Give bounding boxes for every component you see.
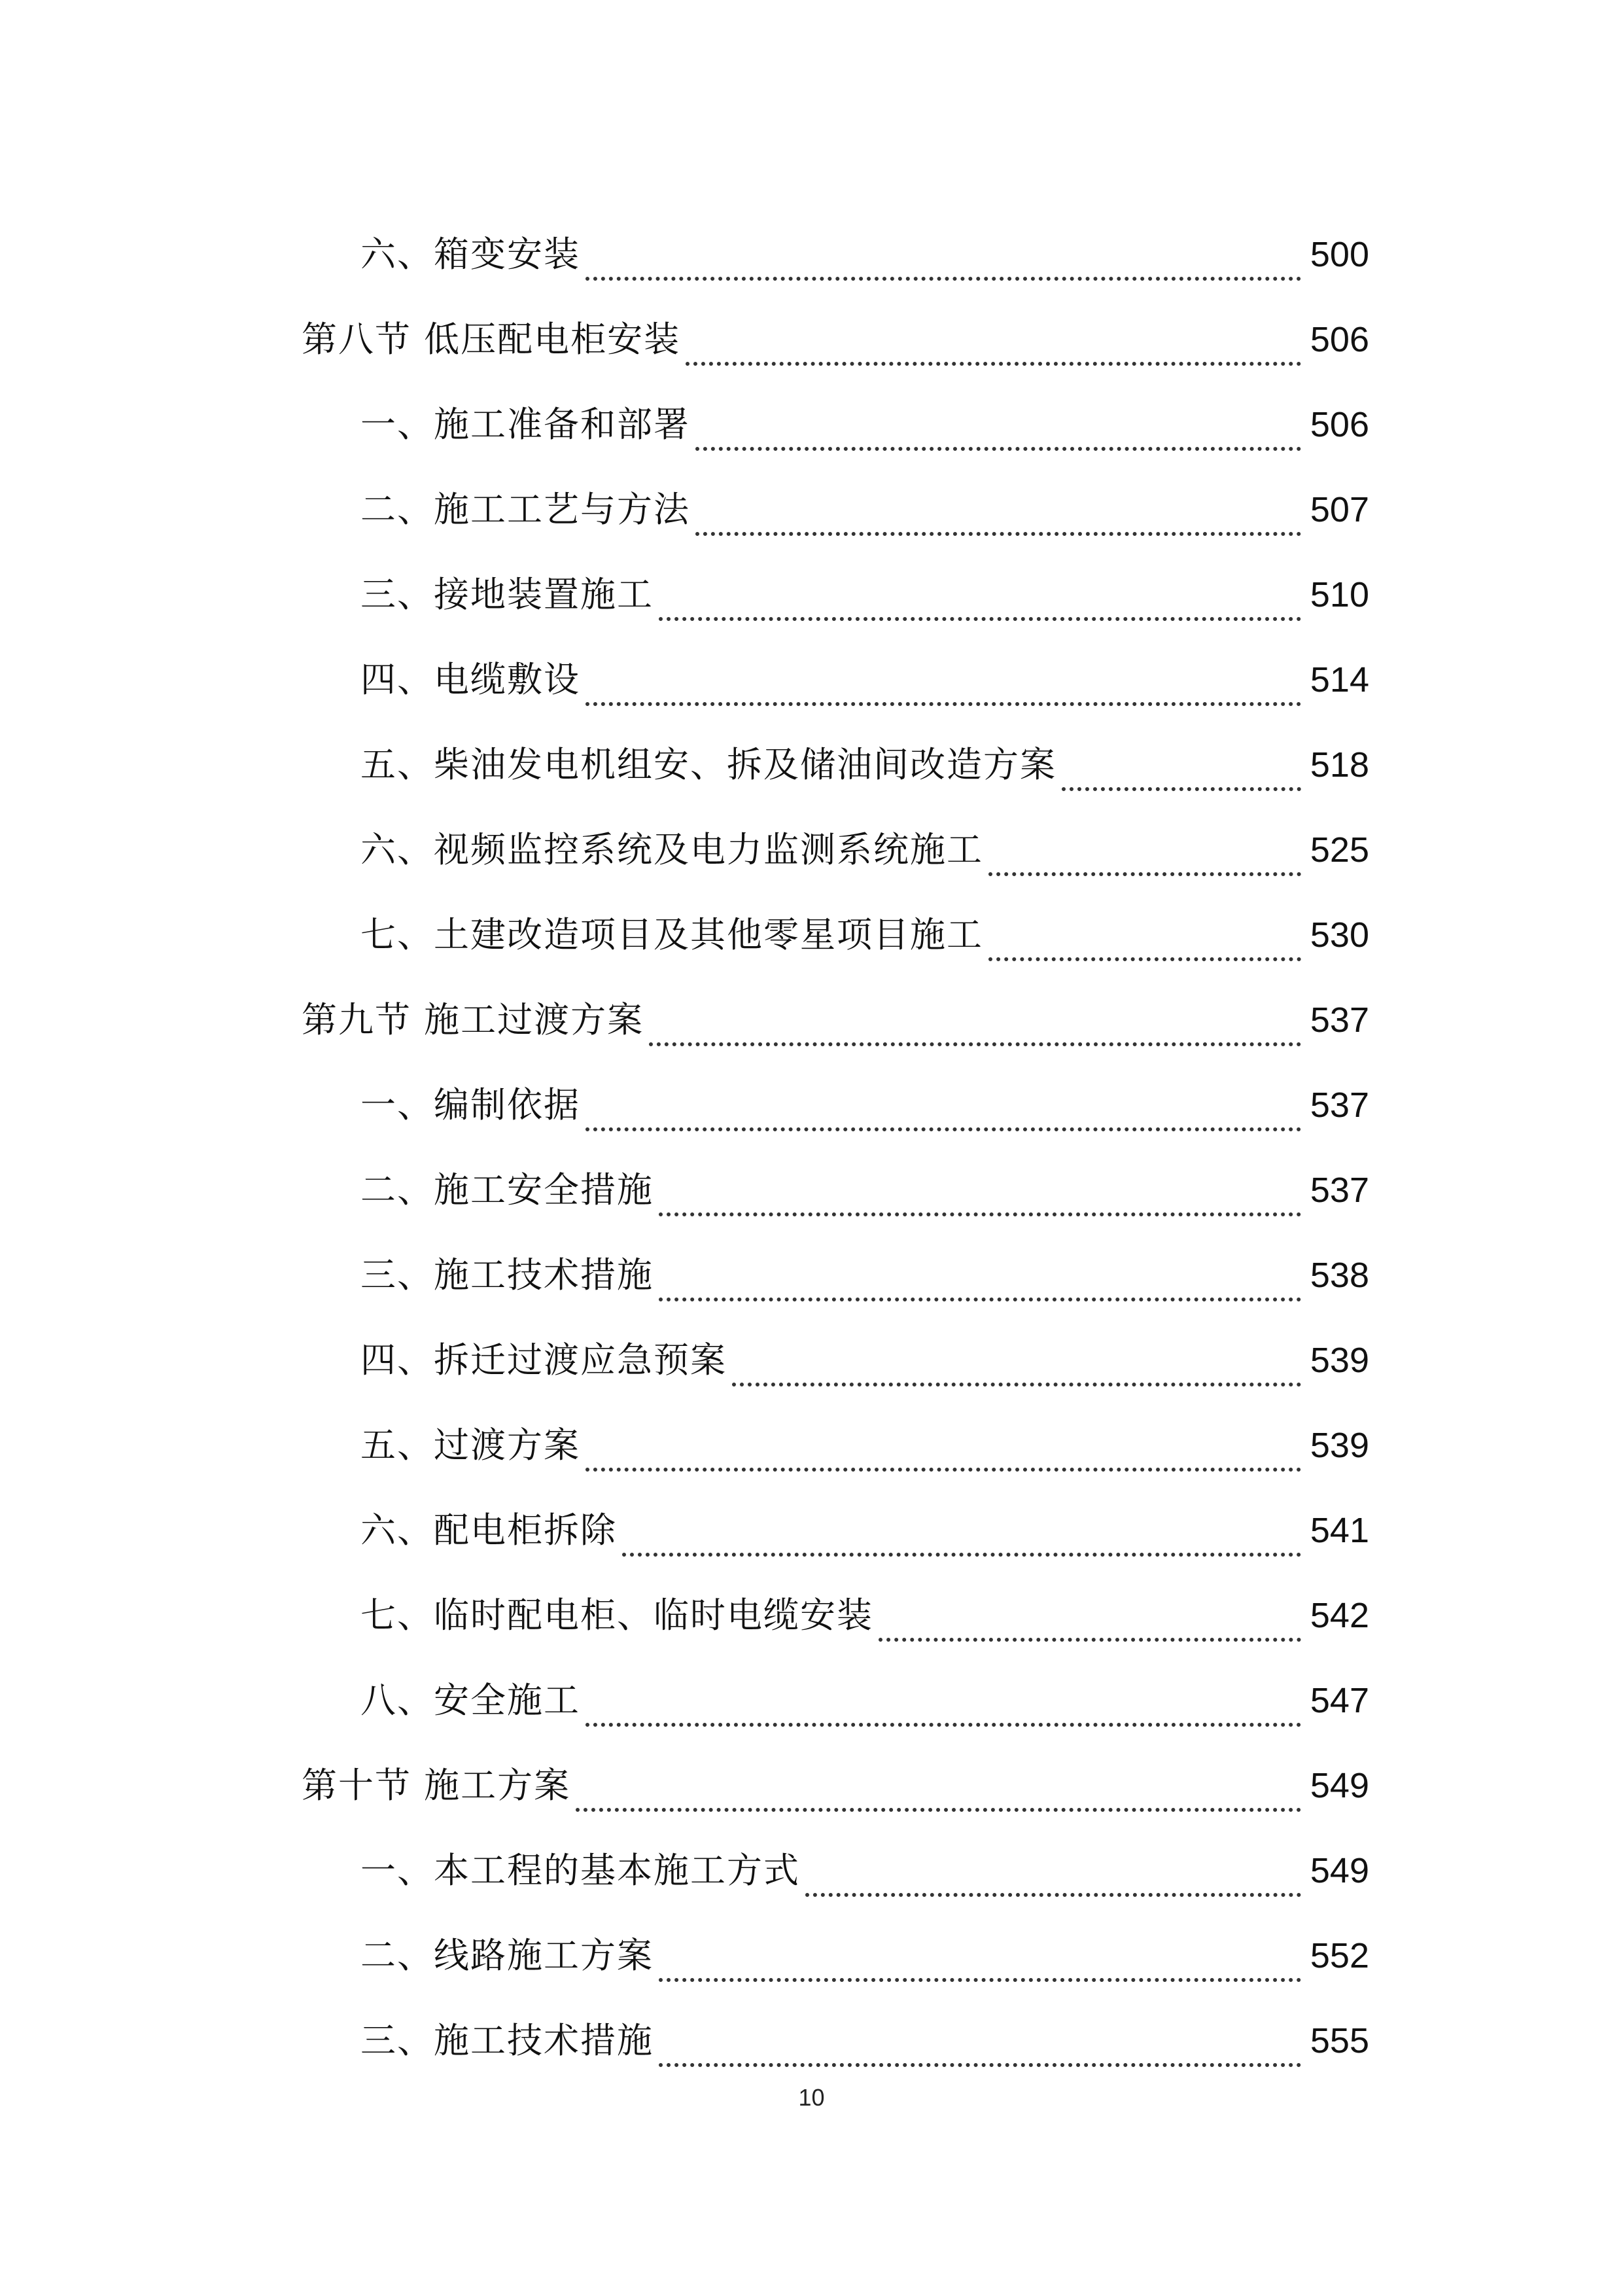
toc-dot-leader	[805, 1858, 1301, 1897]
toc-subsection-entry[interactable]	[302, 1063, 1369, 1148]
toc-subsection-entry[interactable]	[302, 722, 1369, 807]
toc-subsection-entry[interactable]	[302, 1318, 1369, 1403]
toc-entry-label: 三、施工技术措施	[360, 2020, 654, 2061]
toc-dot-leader	[576, 1773, 1301, 1812]
toc-subsection-entry[interactable]	[302, 1658, 1369, 1743]
toc-entry-label: 二、施工工艺与方法	[360, 489, 690, 530]
toc-entry-label: 六、箱变安装	[360, 234, 580, 275]
toc-subsection-entry[interactable]	[302, 552, 1369, 637]
toc-dot-leader	[659, 2028, 1301, 2067]
toc-entry-page-number: 542	[1310, 1596, 1369, 1635]
toc-entry-label: 七、临时配电柜、临时电缆安装	[360, 1595, 873, 1636]
toc-entry-label: 二、线路施工方案	[360, 1935, 654, 1976]
toc-dot-leader	[585, 241, 1301, 281]
toc-section-entry[interactable]	[302, 297, 1369, 382]
toc-dot-leader	[585, 1092, 1301, 1131]
toc-dot-leader	[649, 1007, 1301, 1046]
toc-dot-leader	[659, 1943, 1301, 1982]
toc-dot-leader	[988, 922, 1301, 961]
page-number: 10	[798, 2084, 825, 2111]
toc-dot-leader	[732, 1347, 1301, 1386]
toc-dot-leader	[585, 1687, 1301, 1727]
toc-entry-page-number: 537	[1310, 1086, 1369, 1125]
toc-entry-page-number: 537	[1310, 1000, 1369, 1040]
toc-entry-page-number: 538	[1310, 1256, 1369, 1295]
toc-dot-leader	[659, 582, 1301, 621]
toc-entry-label: 一、编制依据	[360, 1084, 580, 1125]
toc-entry-label: 一、本工程的基本施工方式	[360, 1850, 800, 1891]
toc-dot-leader	[585, 667, 1301, 706]
toc-dot-leader	[695, 412, 1301, 451]
toc-entry-page-number: 514	[1310, 660, 1369, 699]
toc-subsection-entry[interactable]	[302, 382, 1369, 467]
toc-entry-page-number: 537	[1310, 1171, 1369, 1210]
toc-entry-label: 四、拆迁过渡应急预案	[360, 1339, 727, 1381]
toc-entry-label: 一、施工准备和部署	[360, 404, 690, 445]
toc-entry-label: 三、接地装置施工	[360, 574, 654, 615]
toc-dot-leader	[659, 1177, 1301, 1216]
toc-subsection-entry[interactable]	[302, 1488, 1369, 1573]
toc-subsection-entry[interactable]	[302, 1403, 1369, 1488]
toc-subsection-entry[interactable]	[302, 212, 1369, 297]
toc-entry-page-number: 525	[1310, 830, 1369, 870]
toc-entry-page-number: 549	[1310, 1851, 1369, 1890]
toc-dot-leader	[988, 837, 1301, 876]
toc-entry-page-number: 500	[1310, 235, 1369, 274]
toc-entry-page-number: 507	[1310, 490, 1369, 529]
toc-entry-page-number: 530	[1310, 915, 1369, 955]
toc-entry-label: 第九节 施工过渡方案	[302, 999, 644, 1040]
toc-entry-page-number: 510	[1310, 575, 1369, 614]
toc-entry-label: 第十节 施工方案	[302, 1765, 571, 1806]
toc-dot-leader	[686, 327, 1301, 366]
toc-section-entry[interactable]	[302, 1743, 1369, 1828]
toc-subsection-entry[interactable]	[302, 467, 1369, 552]
toc-dot-leader	[695, 497, 1301, 536]
toc-entry-label: 二、施工安全措施	[360, 1169, 654, 1210]
toc-entry-label: 五、柴油发电机组安、拆及储油间改造方案	[360, 744, 1056, 785]
toc-entry-label: 第八节 低压配电柜安装	[302, 319, 681, 360]
toc-dot-leader	[585, 1432, 1301, 1472]
toc-entry-label: 八、安全施工	[360, 1680, 580, 1721]
toc-entry-page-number: 541	[1310, 1511, 1369, 1550]
toc-entry-page-number: 539	[1310, 1341, 1369, 1380]
table-of-contents	[302, 212, 1369, 2083]
toc-entry-page-number: 555	[1310, 2021, 1369, 2060]
toc-subsection-entry[interactable]	[302, 807, 1369, 892]
toc-subsection-entry[interactable]	[302, 1828, 1369, 1913]
toc-entry-label: 七、土建改造项目及其他零星项目施工	[360, 914, 983, 955]
toc-entry-page-number: 506	[1310, 320, 1369, 359]
toc-entry-page-number: 506	[1310, 405, 1369, 444]
toc-dot-leader	[1062, 752, 1301, 791]
toc-entry-page-number: 547	[1310, 1681, 1369, 1720]
toc-entry-label: 六、配电柜拆除	[360, 1510, 617, 1551]
toc-subsection-entry[interactable]	[302, 892, 1369, 978]
toc-section-entry[interactable]	[302, 978, 1369, 1063]
toc-dot-leader	[879, 1602, 1301, 1642]
toc-subsection-entry[interactable]	[302, 1913, 1369, 1998]
toc-dot-leader	[659, 1262, 1301, 1301]
toc-entry-page-number: 518	[1310, 745, 1369, 785]
toc-entry-label: 五、过渡方案	[360, 1424, 580, 1466]
toc-entry-label: 六、视频监控系统及电力监测系统施工	[360, 829, 983, 870]
toc-entry-label: 四、电缆敷设	[360, 659, 580, 700]
toc-subsection-entry[interactable]	[302, 1233, 1369, 1318]
toc-entry-label: 三、施工技术措施	[360, 1254, 654, 1296]
toc-subsection-entry[interactable]	[302, 637, 1369, 722]
toc-subsection-entry[interactable]	[302, 1573, 1369, 1658]
toc-subsection-entry[interactable]	[302, 1998, 1369, 2083]
toc-dot-leader	[622, 1517, 1301, 1557]
toc-entry-page-number: 539	[1310, 1426, 1369, 1465]
toc-entry-page-number: 549	[1310, 1766, 1369, 1805]
toc-subsection-entry[interactable]	[302, 1148, 1369, 1233]
toc-entry-page-number: 552	[1310, 1936, 1369, 1975]
